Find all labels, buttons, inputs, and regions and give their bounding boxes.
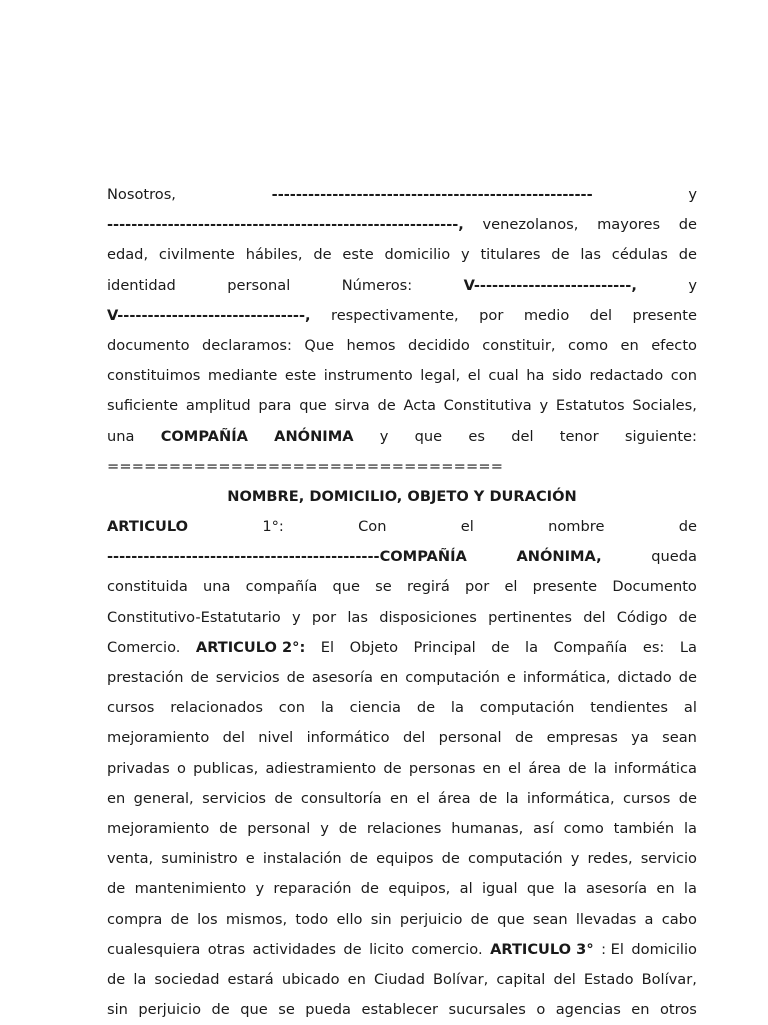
word: con bbox=[670, 367, 697, 385]
section-heading-text: NOMBRE, DOMICILIO, OBJETO Y DURACIÓN bbox=[227, 487, 577, 505]
word: Documento bbox=[612, 578, 697, 596]
text-line-26 bbox=[107, 935, 697, 965]
word: ello bbox=[336, 910, 363, 928]
word: del bbox=[222, 729, 245, 747]
word: se bbox=[375, 578, 392, 596]
text-line-16 bbox=[107, 633, 697, 663]
word: informático bbox=[306, 729, 390, 747]
word: agencias bbox=[555, 1001, 621, 1019]
word: con bbox=[278, 699, 305, 717]
word: instrumento bbox=[323, 367, 413, 385]
word: del bbox=[402, 729, 426, 747]
word: documento bbox=[107, 336, 190, 354]
word: en bbox=[482, 759, 501, 777]
word: como bbox=[567, 336, 609, 354]
word: por bbox=[465, 578, 490, 596]
word: informática, bbox=[522, 669, 611, 686]
word: todo bbox=[295, 910, 329, 928]
word: de bbox=[678, 608, 697, 626]
separator-line: ================================ bbox=[107, 457, 504, 475]
word: el bbox=[467, 367, 481, 385]
text-line-2 bbox=[107, 210, 697, 240]
text-line-9 bbox=[107, 422, 697, 452]
word: la bbox=[320, 699, 334, 717]
word: respectivamente, bbox=[331, 306, 459, 324]
word: en bbox=[107, 789, 126, 807]
blank-field: ----------------------------------------------------------, bbox=[107, 216, 464, 234]
word: sean bbox=[532, 910, 568, 928]
word: sido bbox=[552, 367, 582, 385]
word: de bbox=[349, 850, 369, 868]
word: ubicado bbox=[281, 970, 340, 988]
word: relaciones bbox=[366, 819, 442, 837]
word: Acta bbox=[403, 397, 436, 415]
word: de bbox=[360, 880, 380, 898]
word: de bbox=[211, 1001, 230, 1019]
word: es bbox=[468, 427, 485, 445]
blank-field: V-------------------------------, bbox=[107, 306, 311, 324]
word: otros bbox=[660, 1001, 697, 1019]
word: que bbox=[332, 578, 360, 596]
word: prestación bbox=[107, 669, 184, 686]
word: este bbox=[342, 246, 374, 264]
word: efecto bbox=[651, 336, 697, 354]
word: edad, bbox=[107, 246, 149, 264]
word: Números: bbox=[341, 276, 413, 294]
word: este bbox=[284, 367, 317, 385]
word: ciencia bbox=[349, 699, 401, 717]
word: redactado bbox=[589, 367, 664, 385]
word: identidad bbox=[107, 276, 176, 294]
word: de bbox=[678, 669, 697, 686]
word: compañía bbox=[245, 578, 318, 596]
word: suministro bbox=[161, 850, 238, 868]
word: perjuicio bbox=[399, 910, 463, 928]
text-line-8 bbox=[107, 391, 697, 421]
word: cualesquiera bbox=[107, 940, 201, 958]
word: humanas, bbox=[451, 819, 524, 837]
word: una bbox=[107, 427, 135, 445]
word: Objeto bbox=[349, 638, 399, 656]
word: es: bbox=[642, 638, 665, 656]
word: y bbox=[539, 397, 549, 415]
word: así bbox=[533, 819, 554, 837]
word: por bbox=[479, 306, 504, 324]
word: Que bbox=[304, 336, 335, 354]
word: de bbox=[107, 880, 126, 898]
word: Con bbox=[358, 518, 387, 536]
word: equipos, bbox=[388, 880, 451, 898]
word: para bbox=[258, 397, 292, 415]
word: computación bbox=[405, 669, 500, 686]
text-line-4 bbox=[107, 271, 697, 301]
text-line-19 bbox=[107, 723, 697, 753]
word: de bbox=[313, 246, 332, 264]
word: a bbox=[644, 910, 654, 928]
word: titulares bbox=[480, 246, 541, 264]
word: El bbox=[320, 638, 335, 656]
word: hábiles, bbox=[245, 246, 303, 264]
word: pueda bbox=[305, 1001, 351, 1019]
company-type-bold: ANÓNIMA bbox=[274, 427, 354, 445]
word: se bbox=[278, 1001, 295, 1019]
word: mantenimiento bbox=[134, 880, 247, 898]
section-heading bbox=[107, 482, 697, 512]
text-line-27 bbox=[107, 965, 697, 995]
word: instalación bbox=[262, 850, 342, 868]
word: Estado bbox=[583, 970, 634, 988]
word: constituida bbox=[107, 578, 188, 596]
word: reparación bbox=[273, 880, 352, 898]
company-type-bold: COMPAÑÍA bbox=[160, 427, 248, 445]
word: también bbox=[613, 819, 675, 837]
text-line-24 bbox=[107, 874, 697, 904]
word: establecer bbox=[361, 1001, 439, 1019]
word: las bbox=[347, 608, 368, 626]
word: Constitutivo-Estatutario bbox=[107, 608, 281, 626]
word: de bbox=[338, 819, 357, 837]
word: sean bbox=[662, 729, 697, 747]
word: de bbox=[478, 789, 498, 807]
word: servicio bbox=[640, 850, 697, 868]
word: al bbox=[459, 880, 473, 898]
word: informática bbox=[613, 759, 697, 777]
word: estará bbox=[227, 970, 274, 988]
word: del bbox=[511, 427, 534, 445]
word: venezolanos, bbox=[482, 216, 579, 234]
word: que bbox=[497, 910, 525, 928]
word: regirá bbox=[406, 578, 450, 596]
word: empresas bbox=[546, 729, 618, 747]
text-line-6 bbox=[107, 331, 697, 361]
word: actividades bbox=[252, 940, 336, 958]
document-body bbox=[107, 180, 697, 1025]
word: o bbox=[536, 1001, 546, 1019]
word: informática, bbox=[526, 789, 615, 807]
word: o bbox=[176, 759, 186, 777]
word: de bbox=[568, 759, 587, 777]
text-line-17 bbox=[107, 663, 697, 693]
word: Ciudad bbox=[373, 970, 425, 988]
word: de bbox=[678, 789, 697, 807]
blank-field: ---------------------------------------------COMPAÑÍA bbox=[107, 548, 467, 566]
word: y bbox=[460, 246, 470, 264]
word: otras bbox=[207, 940, 245, 958]
word: privadas bbox=[107, 759, 170, 777]
word: domicilio bbox=[631, 940, 697, 958]
word: asesoría bbox=[311, 669, 373, 686]
word: cursos bbox=[107, 699, 155, 717]
word: cédulas bbox=[611, 246, 668, 264]
word: de bbox=[551, 246, 570, 264]
word: y bbox=[570, 850, 580, 868]
text-line-12 bbox=[107, 512, 697, 542]
word: pertinentes bbox=[488, 608, 572, 626]
text-line-28 bbox=[107, 995, 697, 1025]
word: de bbox=[678, 216, 697, 234]
company-type-bold: ANÓNIMA, bbox=[516, 548, 602, 566]
word: general, bbox=[133, 789, 194, 807]
word: cursos bbox=[622, 789, 671, 807]
word: y bbox=[320, 819, 329, 837]
text-line-3 bbox=[107, 240, 697, 270]
word: presente bbox=[632, 306, 697, 324]
word: capital bbox=[496, 970, 546, 988]
text-line-25 bbox=[107, 905, 697, 935]
word: disposiciones bbox=[379, 608, 477, 626]
text-line-5 bbox=[107, 301, 697, 331]
word: perjuicio bbox=[138, 1001, 202, 1019]
word: servicios bbox=[202, 789, 266, 807]
word: del bbox=[553, 970, 576, 988]
word: sucursales bbox=[448, 1001, 526, 1019]
word: ya bbox=[631, 729, 649, 747]
word: Comercio. bbox=[107, 638, 181, 656]
word: decidido bbox=[407, 336, 470, 354]
word: declaramos: bbox=[202, 336, 292, 354]
word: legal, bbox=[420, 367, 461, 385]
article-label: ARTICULO 3° bbox=[490, 940, 594, 958]
text-line-13 bbox=[107, 542, 697, 572]
word: la bbox=[505, 789, 519, 807]
word: personal bbox=[247, 819, 311, 837]
word: compra bbox=[107, 910, 163, 928]
word: Compañía bbox=[553, 638, 628, 656]
word: La bbox=[679, 638, 697, 656]
word: de bbox=[514, 729, 534, 747]
word: computación bbox=[479, 699, 575, 717]
word: cual bbox=[488, 367, 519, 385]
word: en bbox=[379, 669, 399, 686]
word: Nosotros, bbox=[107, 186, 176, 203]
text-line-1 bbox=[107, 180, 697, 210]
word: comercio. bbox=[411, 940, 483, 958]
word: y bbox=[255, 880, 265, 898]
word: amplitud bbox=[185, 397, 251, 415]
text-line-7 bbox=[107, 361, 697, 391]
word: constituir, bbox=[482, 336, 556, 354]
word: servicios bbox=[215, 669, 280, 686]
word: de bbox=[383, 759, 402, 777]
word: Bolívar, bbox=[433, 970, 489, 988]
word: tenor bbox=[559, 427, 599, 445]
word: que bbox=[240, 1001, 268, 1019]
word: relacionados bbox=[170, 699, 263, 717]
word: sin bbox=[107, 1001, 128, 1019]
word: el bbox=[504, 578, 518, 596]
word: de bbox=[286, 669, 305, 686]
text-line-20 bbox=[107, 754, 697, 784]
word: queda bbox=[651, 548, 697, 566]
word: en bbox=[656, 880, 675, 898]
word: : El bbox=[601, 940, 624, 958]
word: área bbox=[438, 789, 471, 807]
word: computación bbox=[467, 850, 563, 868]
word: que bbox=[299, 397, 327, 415]
word: en bbox=[631, 1001, 650, 1019]
word: de bbox=[491, 638, 510, 656]
word: en bbox=[347, 970, 366, 988]
word: mejoramiento bbox=[107, 729, 210, 747]
word: e bbox=[506, 669, 516, 686]
word: una bbox=[203, 578, 231, 596]
blank-field: V--------------------------, bbox=[463, 276, 637, 294]
word: la bbox=[593, 759, 607, 777]
word: e bbox=[245, 850, 255, 868]
word: publicas, bbox=[193, 759, 259, 777]
word: sociedad bbox=[154, 970, 220, 988]
word: personas bbox=[408, 759, 476, 777]
text-line-22 bbox=[107, 814, 697, 844]
word: y bbox=[291, 608, 301, 626]
word: y bbox=[688, 186, 697, 203]
word: de bbox=[170, 910, 189, 928]
article-label: ARTICULO 2°: bbox=[195, 638, 306, 656]
word: sin bbox=[370, 910, 392, 928]
word: de bbox=[377, 397, 396, 415]
word: y bbox=[688, 276, 697, 294]
word: Bolívar, bbox=[641, 970, 697, 988]
word: área bbox=[528, 759, 561, 777]
text-line-23 bbox=[107, 844, 697, 874]
word: de bbox=[470, 910, 489, 928]
blank-field: ----------------------------------------------------- bbox=[271, 186, 593, 203]
word: al bbox=[683, 699, 697, 717]
word: que bbox=[414, 427, 443, 445]
word: Estatutos bbox=[555, 397, 625, 415]
word: de bbox=[274, 789, 293, 807]
word: de bbox=[107, 970, 126, 988]
word: 1°: bbox=[262, 518, 284, 536]
article-label: ARTICULO bbox=[107, 518, 189, 536]
word: redes, bbox=[587, 850, 633, 868]
word: de bbox=[190, 669, 209, 686]
word: la bbox=[450, 699, 464, 717]
word: consultoría bbox=[300, 789, 382, 807]
word: asesoría bbox=[585, 880, 648, 898]
word: la bbox=[683, 880, 697, 898]
word: mejoramiento bbox=[107, 819, 210, 837]
word: ha bbox=[526, 367, 545, 385]
word: de bbox=[678, 246, 697, 264]
word: licito bbox=[369, 940, 404, 958]
word: Principal bbox=[413, 638, 476, 656]
word: Constitutiva bbox=[443, 397, 532, 415]
word: el bbox=[508, 759, 522, 777]
word: de bbox=[678, 518, 697, 536]
text-line-15 bbox=[107, 603, 697, 633]
word: del bbox=[589, 306, 613, 324]
word: por bbox=[311, 608, 337, 626]
word: presente bbox=[532, 578, 598, 596]
word: mismos, bbox=[225, 910, 288, 928]
word: mediante bbox=[207, 367, 278, 385]
word: del bbox=[583, 608, 606, 626]
word: que bbox=[526, 880, 555, 898]
word: sirva bbox=[334, 397, 370, 415]
word: Código bbox=[616, 608, 668, 626]
word: constituimos bbox=[107, 367, 201, 385]
word: los bbox=[197, 910, 218, 928]
word: Sociales, bbox=[632, 397, 697, 415]
text-line-10 bbox=[107, 452, 697, 482]
word: dictado bbox=[617, 669, 672, 686]
word: la bbox=[683, 819, 697, 837]
word: hemos bbox=[346, 336, 396, 354]
word: en bbox=[390, 789, 409, 807]
word: adiestramiento bbox=[265, 759, 377, 777]
word: nombre bbox=[548, 518, 605, 536]
word: el bbox=[460, 518, 474, 536]
text-line-18 bbox=[107, 693, 697, 723]
word: de bbox=[441, 850, 460, 868]
word: nivel bbox=[258, 729, 294, 747]
word: domicilio bbox=[384, 246, 451, 264]
word: suficiente bbox=[107, 397, 179, 415]
word: de bbox=[416, 699, 436, 717]
word: el bbox=[416, 789, 430, 807]
word: la bbox=[525, 638, 539, 656]
word: cabo bbox=[661, 910, 697, 928]
word: de bbox=[343, 940, 362, 958]
word: en bbox=[620, 336, 639, 354]
word: como bbox=[563, 819, 604, 837]
word: mayores bbox=[597, 216, 661, 234]
word: venta, bbox=[107, 850, 154, 868]
word: siguiente: bbox=[624, 427, 697, 445]
word: equipos bbox=[376, 850, 434, 868]
word: la bbox=[563, 880, 577, 898]
text-line-14 bbox=[107, 572, 697, 602]
word: medio bbox=[523, 306, 570, 324]
word: llevadas bbox=[575, 910, 637, 928]
word: personal bbox=[227, 276, 291, 294]
word: de bbox=[219, 819, 238, 837]
word: civilmente bbox=[158, 246, 235, 264]
word: la bbox=[133, 970, 147, 988]
word: y bbox=[379, 427, 389, 445]
word: igual bbox=[481, 880, 518, 898]
text-line-21 bbox=[107, 784, 697, 814]
word: personal bbox=[438, 729, 502, 747]
word: tendientes bbox=[590, 699, 669, 717]
word: las bbox=[580, 246, 601, 264]
